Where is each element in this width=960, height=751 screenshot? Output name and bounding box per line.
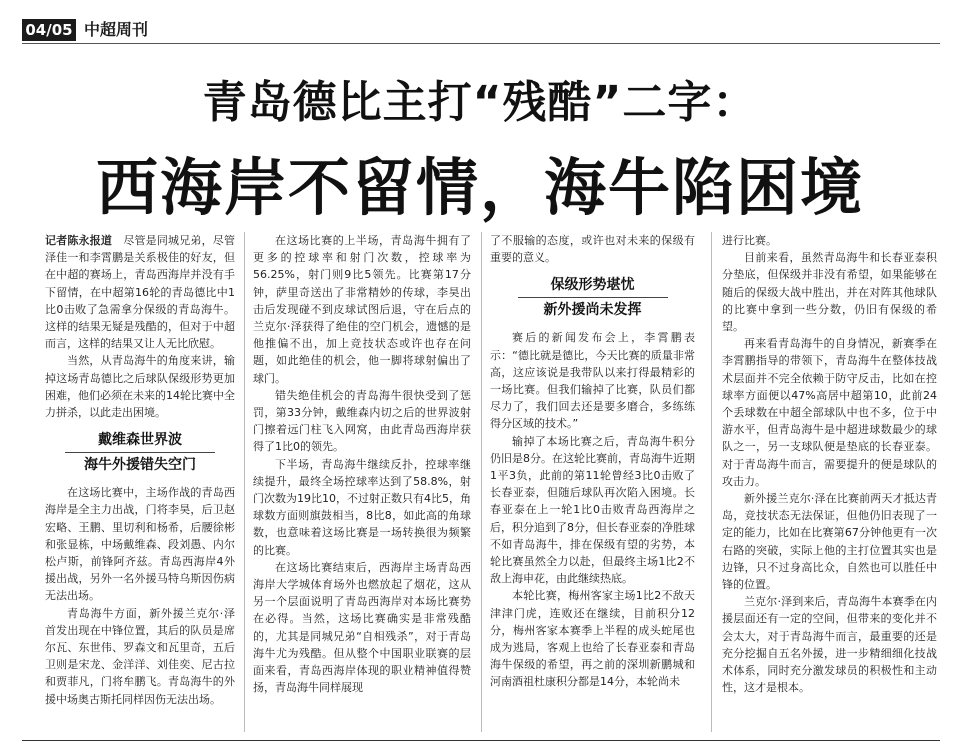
subheading-line2: 海牛外援错失空门: [84, 457, 196, 474]
paragraph: [45, 232, 235, 352]
paragraph: 新外援兰克尔·泽在比赛前两天才抵达青岛，竞技状态无法保证，但他仍旧表现了一定的能力，比如在比赛第67分钟他更有一次右路的突破，实际上他的主打位置其实也是边锋，只不过身高比众，自然也可以胜任中锋的位置。: [722, 492, 937, 592]
subheading-2: [490, 274, 695, 321]
article-column-1: [45, 232, 235, 737]
subheading-divider: [65, 452, 215, 453]
paragraph: 目前来看，虽然青岛海牛和长春亚泰积分垫底，但保级并非没有希望，如果能够在随后的保级大战中胜出，并在对阵其他球队的比赛中拿到一些分数，仍旧有保级的希望。: [722, 251, 937, 334]
byline: 记者陈永报道: [45, 234, 113, 247]
paragraph: 在这场比赛中，主场作战的青岛西海岸是全主力出战，门将李昊，后卫赵宏略、王鹏、里切利和杨希，后腰徐彬和张显栋，中场戴维森、段刘愚、内尔松卢斯，前锋阿齐兹。青岛西海岸4外援出战，另外一名外援马特乌斯因伤病无法出场。: [45, 486, 235, 603]
paragraph: 了不服输的态度，或许也对未来的保级有重要的意义。: [490, 234, 695, 265]
article-column-3: [490, 232, 695, 737]
page-number: 04/05: [22, 19, 76, 41]
paragraph: 本轮比赛，梅州客家主场1比2不敌天津津门虎，连败还在继续，目前积分12分，梅州客家本赛季上半程的成头蛇尾也成为逃局，客观上也给了长春亚泰和青岛海牛保级的希望，再之前的深圳新鹏城和河南酒祖杜康积分都是14分，本轮尚未: [490, 589, 695, 689]
paragraph: 错失绝佳机会的青岛海牛很快受到了惩罚，第33分钟，戴维森内切之后的世界波射门擦着远门柱飞入网窝，由此青岛西海岸获得了1比0的领先。: [253, 388, 471, 454]
paragraph: 在这场比赛结束后，西海岸主场青岛西海岸大学城体育场外也燃放起了烟花，这从另一个层面说明了青岛西海岸对本场比赛势在必得。当然，这场比赛确实是非常残酷的，尤其是同城兄弟“自相残杀”，对于青岛海牛尤为残酷。但从整个中国职业联赛的层面来看，青岛西海岸体现的职业精神值得赞扬，青岛海牛同样展现: [253, 560, 471, 695]
subheading-line1: 戴维森世界波: [98, 432, 182, 449]
headline-line1: 青岛德比主打“残酷”二字：: [202, 77, 758, 128]
subheading-line1: 保级形势堪忧: [550, 277, 635, 294]
paragraph: 再来看青岛海牛的自身情况，新赛季在李霄鹏指导的带领下，青岛海牛在整体技战术层面并不完全依赖于防守反击，比如在控球率方面便以47%高居中超第10，此前24个丢球数在中超全部球队中也不多，位于中游水平，但青岛海牛是中超进球数最少的球队之一，另一支球队便是垫底的长春亚泰。对于青岛海牛而言，需要提升的便是球队的攻击力。: [722, 337, 937, 488]
bottom-divider: [22, 740, 940, 741]
page-header: [22, 17, 940, 44]
paragraph: 当然，从青岛海牛的角度来讲，输掉这场青岛德比之后球队保级形势更加困难，他们必须在未来的14轮比赛中全力拼杀，以此走出困境。: [45, 354, 235, 420]
section-title: 中超周刊: [84, 20, 149, 39]
column-divider: [244, 232, 245, 732]
subheading-divider: [518, 297, 668, 298]
subheading-1: [45, 429, 235, 476]
subheading-line2: 新外援尚未发挥: [543, 302, 642, 319]
article-column-2: [253, 232, 471, 737]
paragraph: 进行比赛。: [722, 234, 777, 247]
column-divider: [711, 232, 712, 732]
paragraph: 在这场比赛的上半场，青岛海牛拥有了更多的控球率和射门次数，控球率为56.25%，射门则9比5领先。比赛第17分钟，萨里奇送出了非常精妙的传球，李昊出击后发现碰不到皮球试图后退，守在后点的兰克尔·泽获得了绝佳的空门机会，遗憾的是他推偏不出，加上竞技状态或许也存在问题，如此绝佳的机会，他一脚将球射偏出了球门。: [253, 234, 471, 385]
paragraph: 兰克尔·泽到来后，青岛海牛本赛季在内援层面还有一定的空间，但带来的变化并不会太大，对于青岛海牛而言，最重要的还是充分挖掘自五名外援，进一步精细细化技战术体系，同时充分激发球员的积极性和主动性，这才是根本。: [722, 595, 937, 695]
article-column-4: [722, 232, 937, 737]
headline-line2: 西海岸不留情，海牛陷困境: [95, 151, 864, 224]
paragraph: 输掉了本场比赛之后，青岛海牛积分仍旧是8分。在这轮比赛前，青岛海牛近期1平3负，此前的第11轮曾经3比0击败了长春亚泰，但随后球队再次陷入困境。长春亚泰在上一轮1比0击败青岛西海岸之后，积分追到了8分，但长春亚泰的净胜球不如青岛海牛，排在保级有望的劣势，本轮比赛虽然全力以赴，但最终主场1比2不敌上海申花，由此继续热底。: [490, 434, 695, 586]
paragraph: 赛后的新闻发布会上，李霄鹏表示：“德比就是德比，今天比赛的质量非常高，这应该说是我带队以来打得最精彩的一场比赛。但我们输掉了比赛，队员们都尽力了，我们回去还是要多磨合，多练练得分区域的技术。”: [490, 331, 695, 431]
paragraph-text: 尽管是同城兄弟，尽管泽佳一和李霄鹏是关系极佳的好友，但在中超的赛场上，青岛西海岸并没有手下留情，在中超第16轮的青岛德比中1比0击败了急需拿分保级的青岛海牛。这样的结果无疑是残酷的，但对于中超而言，这样的结果又让人无比欣慰。: [45, 234, 235, 351]
paragraph: 下半场，青岛海牛继续反扑，控球率继续提升，最终全场控球率达到了58.8%，射门次数为19比10，不过射正数只有4比5，角球数方面则旗鼓相当，8比8，如此高的角球数，也意味着这场比赛是一场转换很为频繁的比赛。: [253, 457, 471, 557]
column-divider: [481, 232, 482, 732]
paragraph: 青岛海牛方面，新外援兰克尔·泽首发出现在中锋位置，其后的队员是席尔瓦、东世伟、罗森文和瓦里奇，五后卫则是宋龙、金洋洋、刘佳奕、尼古拉和贾菲凡，门将牟鹏飞。青岛海牛的外援中场奥古斯托同样因伤无法出场。: [45, 606, 235, 706]
